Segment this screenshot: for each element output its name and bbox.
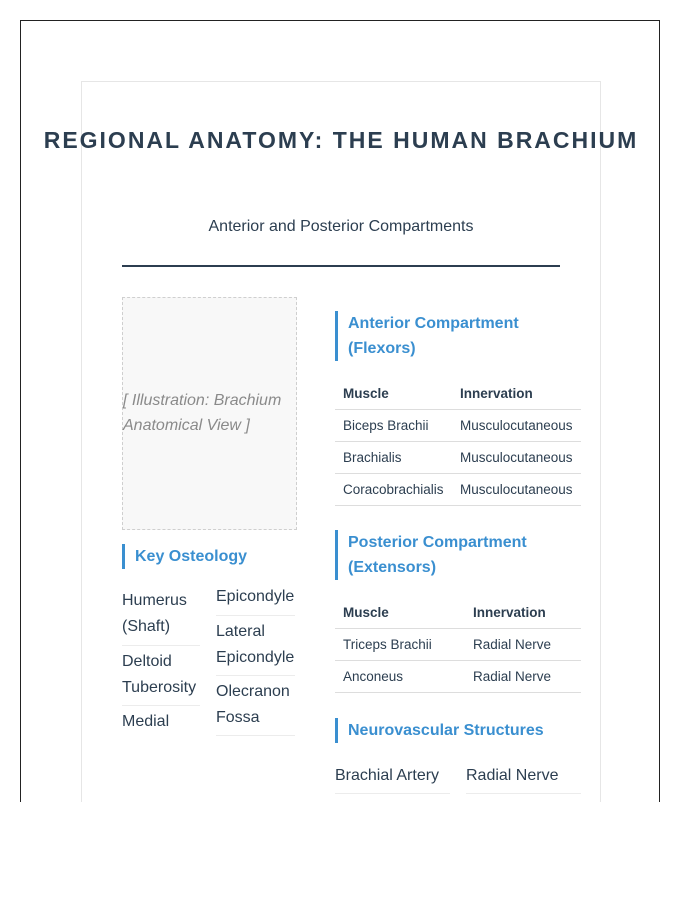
table-row [335, 410, 581, 442]
osteology-item: Deltoid Tuberosity [122, 649, 200, 706]
innervation-cell: Musculocutaneous [452, 442, 581, 474]
osteology-item: Olecranon Fossa [216, 679, 295, 736]
illustration-caption: [ Illustration: Brachium Anatomical View ] [123, 392, 282, 434]
table-row [335, 629, 581, 661]
innervation-cell: Radial Nerve [465, 629, 581, 661]
muscle-cell: Coracobrachialis [335, 474, 452, 506]
osteology-item: Humerus (Shaft) [122, 588, 200, 646]
muscle-cell: Triceps Brachii [335, 629, 465, 661]
neurovascular-item: Radial Nerve [466, 760, 581, 794]
muscle-cell: Biceps Brachii [335, 410, 452, 442]
neurovascular-heading: Neurovascular Structures [335, 718, 575, 743]
neurovascular-item: Brachial Artery [335, 760, 450, 794]
illustration-placeholder [122, 297, 297, 530]
anterior-heading: Anterior Compartment (Flexors) [335, 311, 545, 361]
osteology-item: Lateral Epicondyle [216, 619, 295, 676]
innervation-cell: Musculocutaneous [452, 410, 581, 442]
title-divider [122, 265, 560, 267]
osteology-item: Medial [122, 713, 170, 730]
muscle-cell: Anconeus [335, 661, 465, 693]
column-header-muscle: Muscle [335, 596, 465, 629]
osteology-item: Epicondyle [216, 584, 295, 616]
innervation-cell: Radial Nerve [465, 661, 581, 693]
innervation-cell: Musculocutaneous [452, 474, 581, 506]
table-header-row [335, 596, 581, 629]
column-header-innervation: Innervation [452, 377, 581, 410]
anterior-table [335, 377, 581, 506]
table-header-row [335, 377, 581, 410]
column-header-innervation: Innervation [465, 596, 581, 629]
osteology-heading: Key Osteology [122, 544, 297, 569]
document-title: REGIONAL ANATOMY: THE HUMAN BRACHIUM [43, 127, 639, 153]
posterior-heading: Posterior Compartment (Extensors) [335, 530, 545, 580]
posterior-table [335, 596, 581, 693]
muscle-cell: Brachialis [335, 442, 452, 474]
table-row [335, 474, 581, 506]
table-row [335, 661, 581, 693]
table-row [335, 442, 581, 474]
column-header-muscle: Muscle [335, 377, 452, 410]
document-subtitle: Anterior and Posterior Compartments [208, 218, 474, 235]
